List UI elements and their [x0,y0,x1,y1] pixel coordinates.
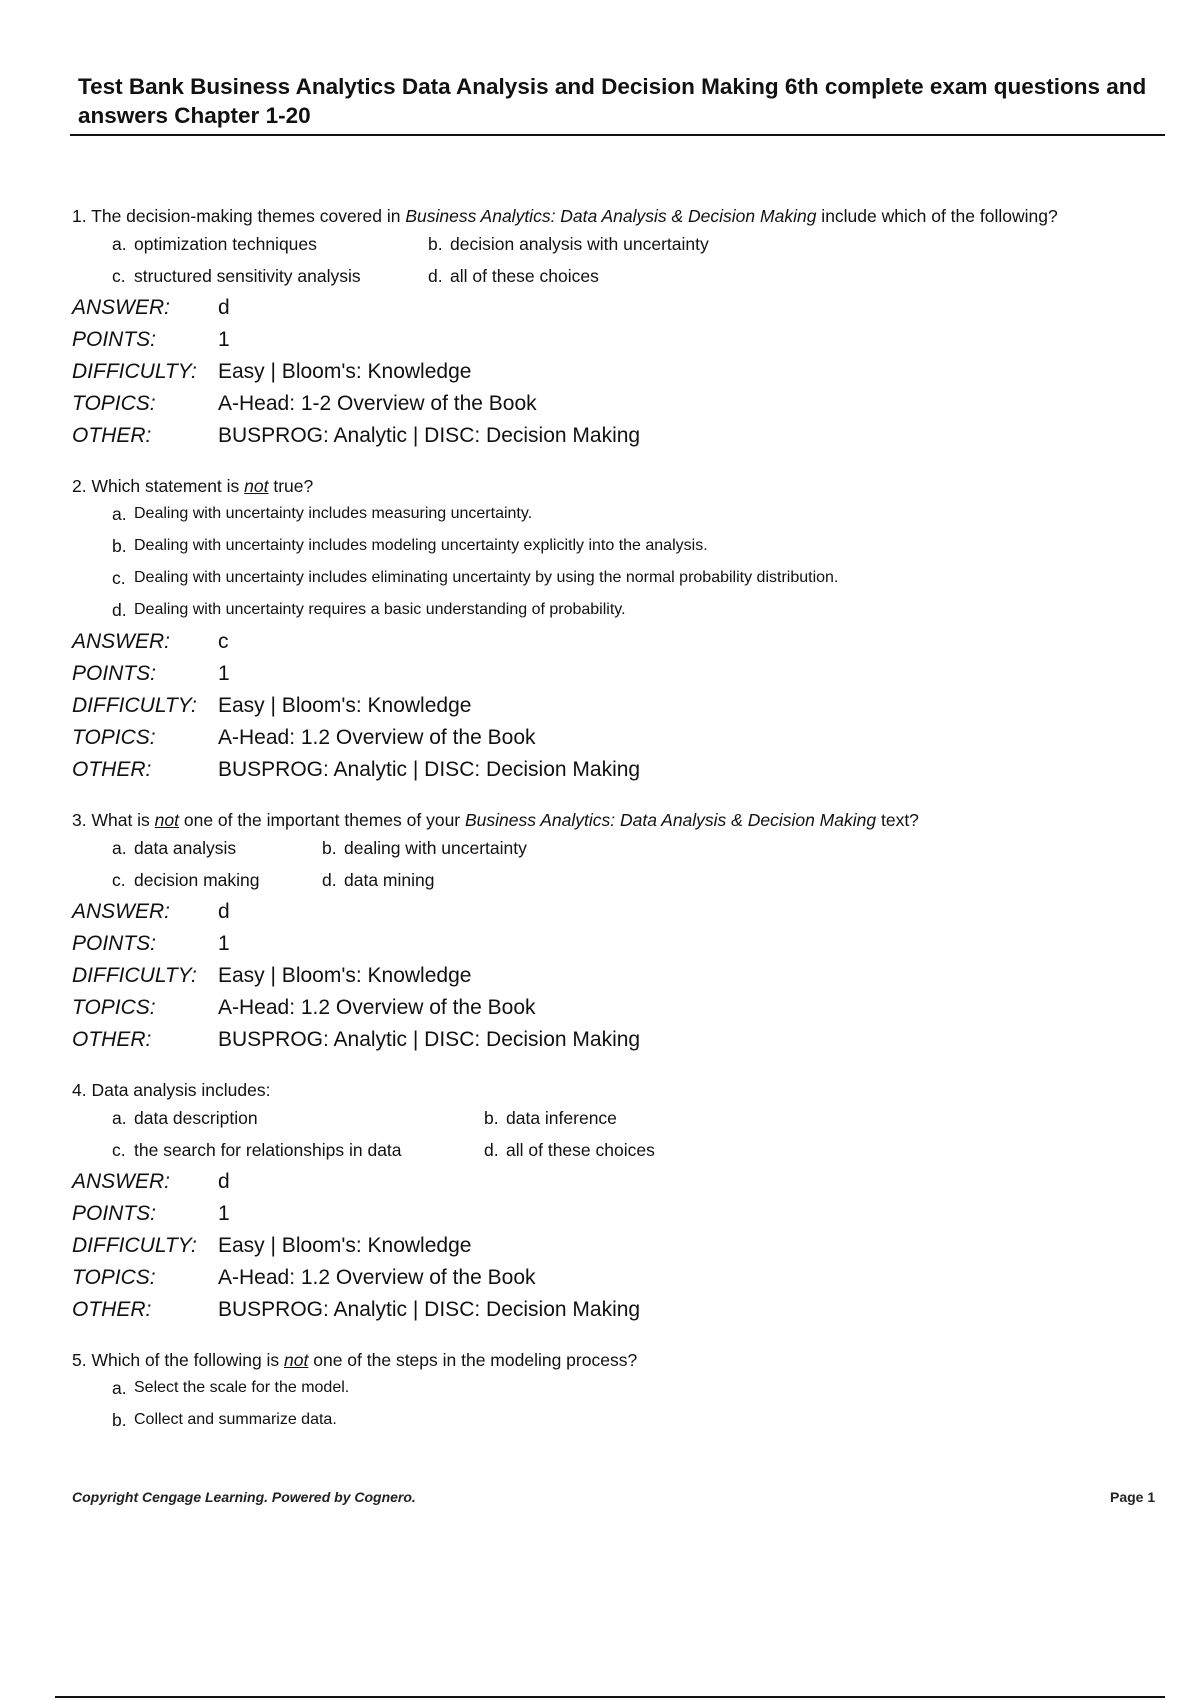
options [72,228,1167,292]
option-b: b. Collect and summarize data. [112,1409,337,1430]
question-stem: 5. Which of the following is not one of the steps in the modeling process? [72,1350,638,1370]
option-a: a. Select the scale for the model. [112,1377,350,1398]
answer-row: ANSWER: c [72,630,229,653]
option-a: a. data analysis [112,837,237,858]
question-stem: 2. Which statement is not true? [72,476,314,496]
question-5 [72,1349,1167,1436]
answer-row: ANSWER: d [72,900,230,923]
answer-block [72,896,1167,1056]
points-row: POINTS: 1 [72,1202,230,1225]
topics-row: TOPICS: A-Head: 1.2 Overview of the Book [72,996,536,1019]
difficulty-row: DIFFICULTY: Easy | Bloom's: Knowledge [72,1234,472,1257]
question-3 [72,809,1167,1056]
answer-block [72,626,1167,786]
points-row: POINTS: 1 [72,328,230,351]
option-d: d. all of these choices [484,1139,655,1160]
answer-row: ANSWER: d [72,1170,230,1193]
question-list [72,205,1167,1459]
options [72,1372,1167,1436]
option-d: d. Dealing with uncertainty requires a basic understanding of probability. [112,599,626,620]
other-row: OTHER: BUSPROG: Analytic | DISC: Decision Making [72,424,641,447]
option-d: d. all of these choices [428,265,599,286]
option-b: b. dealing with uncertainty [322,837,527,858]
option-c: c. Dealing with uncertainty includes eliminating uncertainty by using the normal probability distribution. [112,567,839,588]
option-b: b. decision analysis with uncertainty [428,233,709,254]
option-a: a. Dealing with uncertainty includes measuring uncertainty. [112,503,533,524]
answer-block [72,292,1167,452]
options [72,498,1167,626]
option-a: a. data description [112,1107,258,1128]
answer-block [72,1166,1167,1326]
option-b: b. data inference [484,1107,617,1128]
question-1 [72,205,1167,452]
options [72,1102,1167,1166]
points-row: POINTS: 1 [72,662,230,685]
answer-row: ANSWER: d [72,296,230,319]
question-stem: 4. Data analysis includes: [72,1080,271,1100]
question-stem: 1. The decision-making themes covered in Business Analytics: Data Analysis & Decision Making include which of the following? [72,206,1058,226]
other-row: OTHER: BUSPROG: Analytic | DISC: Decision Making [72,1028,641,1051]
document-title: Test Bank Business Analytics Data Analysis and Decision Making 6th complete exam questions and answers Chapter 1-20 [70,72,1165,136]
page-divider [55,1696,1165,1698]
question-4 [72,1079,1167,1326]
option-c: c. decision making [112,869,260,890]
points-row: POINTS: 1 [72,932,230,955]
topics-row: TOPICS: A-Head: 1.2 Overview of the Book [72,1266,536,1289]
other-row: OTHER: BUSPROG: Analytic | DISC: Decision Making [72,1298,641,1321]
topics-row: TOPICS: A-Head: 1.2 Overview of the Book [72,726,536,749]
option-a: a. optimization techniques [112,233,317,254]
difficulty-row: DIFFICULTY: Easy | Bloom's: Knowledge [72,694,472,717]
question-stem: 3. What is not one of the important themes of your Business Analytics: Data Analysis & Decision Making text? [72,810,919,830]
option-c: c. the search for relationships in data [112,1139,402,1160]
question-2 [72,475,1167,786]
difficulty-row: DIFFICULTY: Easy | Bloom's: Knowledge [72,964,472,987]
option-b: b. Dealing with uncertainty includes modeling uncertainty explicitly into the analysis. [112,535,708,556]
topics-row: TOPICS: A-Head: 1-2 Overview of the Book [72,392,537,415]
other-row: OTHER: BUSPROG: Analytic | DISC: Decision Making [72,758,641,781]
page-number: Page 1 [1110,1489,1156,1505]
difficulty-row: DIFFICULTY: Easy | Bloom's: Knowledge [72,360,472,383]
copyright-footer: Copyright Cengage Learning. Powered by Cognero. [72,1489,416,1505]
option-c: c. structured sensitivity analysis [112,265,361,286]
option-d: d. data mining [322,869,435,890]
options [72,832,1167,896]
